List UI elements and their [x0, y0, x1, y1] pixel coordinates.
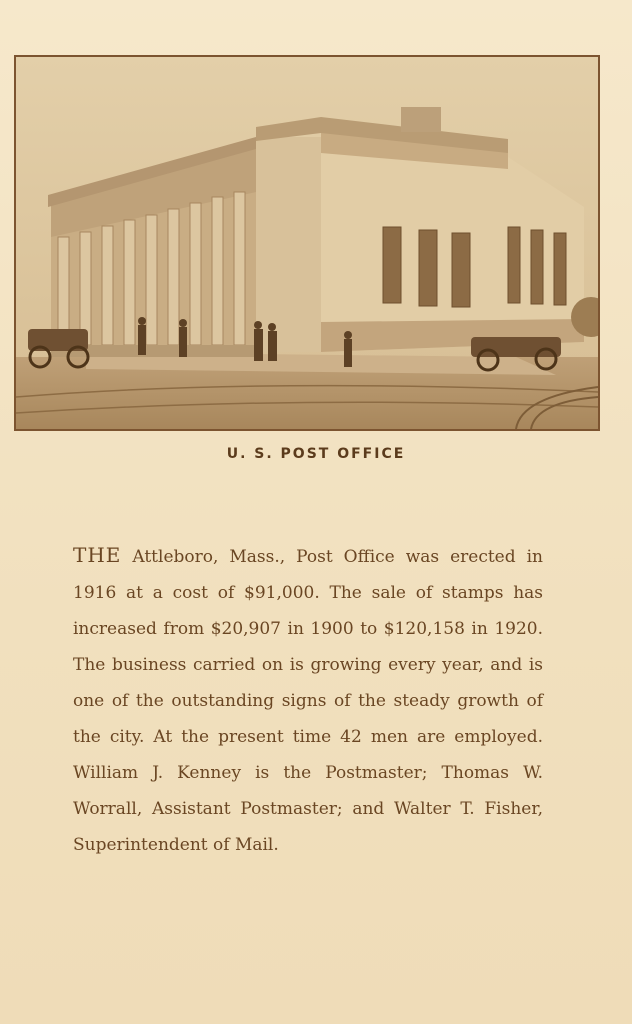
- post-office-photo: [14, 55, 600, 431]
- paragraph-text: Attleboro, Mass., Post Office was erected in 1916 at a cost of $91,000. The sale of stamps has increased from $20,907 in 1900 to $120,158 in 1920. The business carried on is growing every year, and is one of the outstanding signs of the steady growth of the city. At the present time 42 men are employed. William J. Kenney is the Postmaster; Thomas W. Worrall, Assistant Postmaster; and Walter T. Fisher, Superintendent of Mail.: [73, 547, 543, 855]
- chimney: [401, 107, 441, 132]
- building-corner: [256, 137, 321, 352]
- description-text: [73, 537, 543, 863]
- lead-word: THE: [73, 543, 122, 567]
- photo-caption: U. S. POST OFFICE: [226, 446, 406, 462]
- post-office-illustration: [16, 57, 598, 429]
- description-paragraph: [73, 537, 543, 863]
